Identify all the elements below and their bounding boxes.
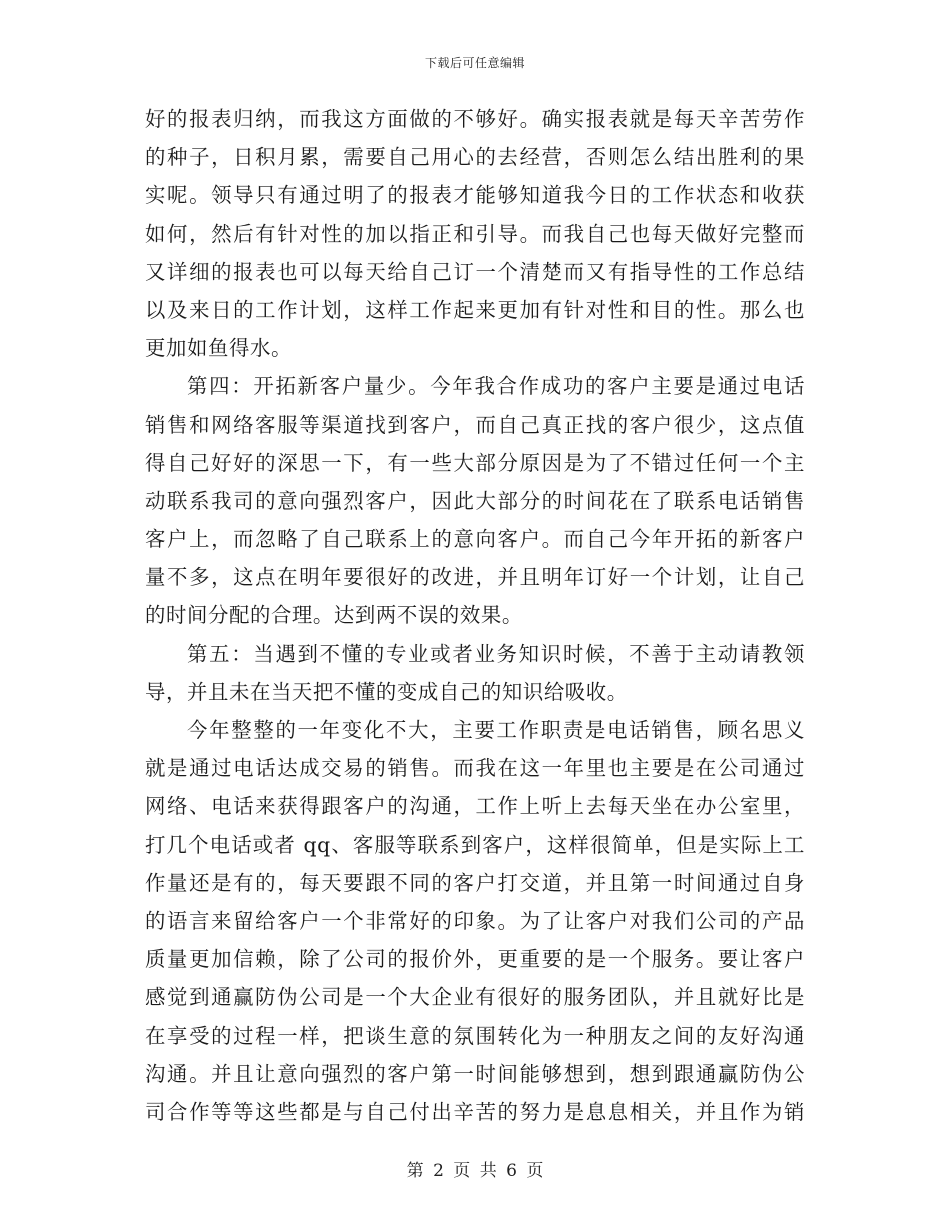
text-line: 的时间分配的合理。达到两不误的效果。	[145, 603, 523, 628]
text-line: 沟通。并且让意向强烈的客户第一时间能够想到，想到跟通赢防伪公	[145, 1061, 805, 1086]
text-line: 作量还是有的，每天要跟不同的客户打交道，并且第一时间通过自身	[145, 870, 805, 895]
text-line: 的种子，日积月累，需要自己用心的去经营，否则怎么结出胜利的果	[145, 145, 805, 170]
text-line: 实呢。领导只有通过明了的报表才能够知道我今日的工作状态和收获	[145, 183, 805, 208]
text-line: 动联系我司的意向强烈客户，因此大部分的时间花在了联系电话销售	[145, 488, 805, 513]
text-line: 更加如鱼得水。	[145, 336, 292, 361]
text-line: 好的报表归纳，而我这方面做的不够好。确实报表就是每天辛苦劳作	[145, 107, 805, 131]
text-line: 质量更加信赖，除了公司的报价外，更重要的是一个服务。要让客户	[145, 947, 805, 972]
document-body	[145, 100, 805, 1131]
text-line: 在享受的过程一样，把谈生意的氛围转化为一种朋友之间的友好沟通	[145, 1023, 805, 1048]
text-line: 以及来日的工作计划，这样工作起来更加有针对性和目的性。那么也	[145, 297, 805, 322]
text-line: 的语言来留给客户一个非常好的印象。为了让客户对我们公司的产品	[145, 908, 805, 933]
text-line: 感觉到通赢防伪公司是一个大企业有很好的服务团队，并且就好比是	[145, 985, 805, 1010]
text-line: 客户上，而忽略了自己联系上的意向客户。而自己今年开拓的新客户	[145, 527, 805, 552]
text-line: 打几个电话或者 qq、客服等联系到客户，这样很简单，但是实际上工	[145, 832, 805, 857]
text-line: 销售和网络客服等渠道找到客户，而自己真正找的客户很少，这点值	[145, 412, 805, 437]
text-line: 就是通过电话达成交易的销售。而我在这一年里也主要是在公司通过	[145, 756, 805, 781]
text-line: 第五：当遇到不懂的专业或者业务知识时候，不善于主动请教领	[187, 641, 805, 666]
text-line: 司合作等等这些都是与自己付出辛苦的努力是息息相关，并且作为销	[145, 1099, 805, 1124]
text-line: 得自己好好的深思一下，有一些大部分原因是为了不错过任何一个主	[145, 450, 805, 475]
page-header: 下载后可任意编辑	[424, 56, 525, 70]
text-line: 网络、电话来获得跟客户的沟通，工作上听上去每天坐在办公室里，	[145, 794, 805, 819]
text-line: 又详细的报表也可以每天给自己订一个清楚而又有指导性的工作总结	[145, 259, 805, 284]
text-line: 导，并且未在当天把不懂的变成自己的知识给吸收。	[145, 679, 628, 704]
text-line: 第四：开拓新客户量少。今年我合作成功的客户主要是通过电话	[187, 374, 805, 399]
text-line: 量不多，这点在明年要很好的改进，并且明年订好一个计划，让自己	[145, 565, 805, 590]
text-line: 今年整整的一年变化不大，主要工作职责是电话销售，顾名思义	[187, 718, 805, 742]
text-line: 如何，然后有针对性的加以指正和引导。而我自己也每天做好完整而	[145, 221, 805, 246]
page-number-footer: 第 2 页 共 6 页	[406, 1161, 544, 1181]
